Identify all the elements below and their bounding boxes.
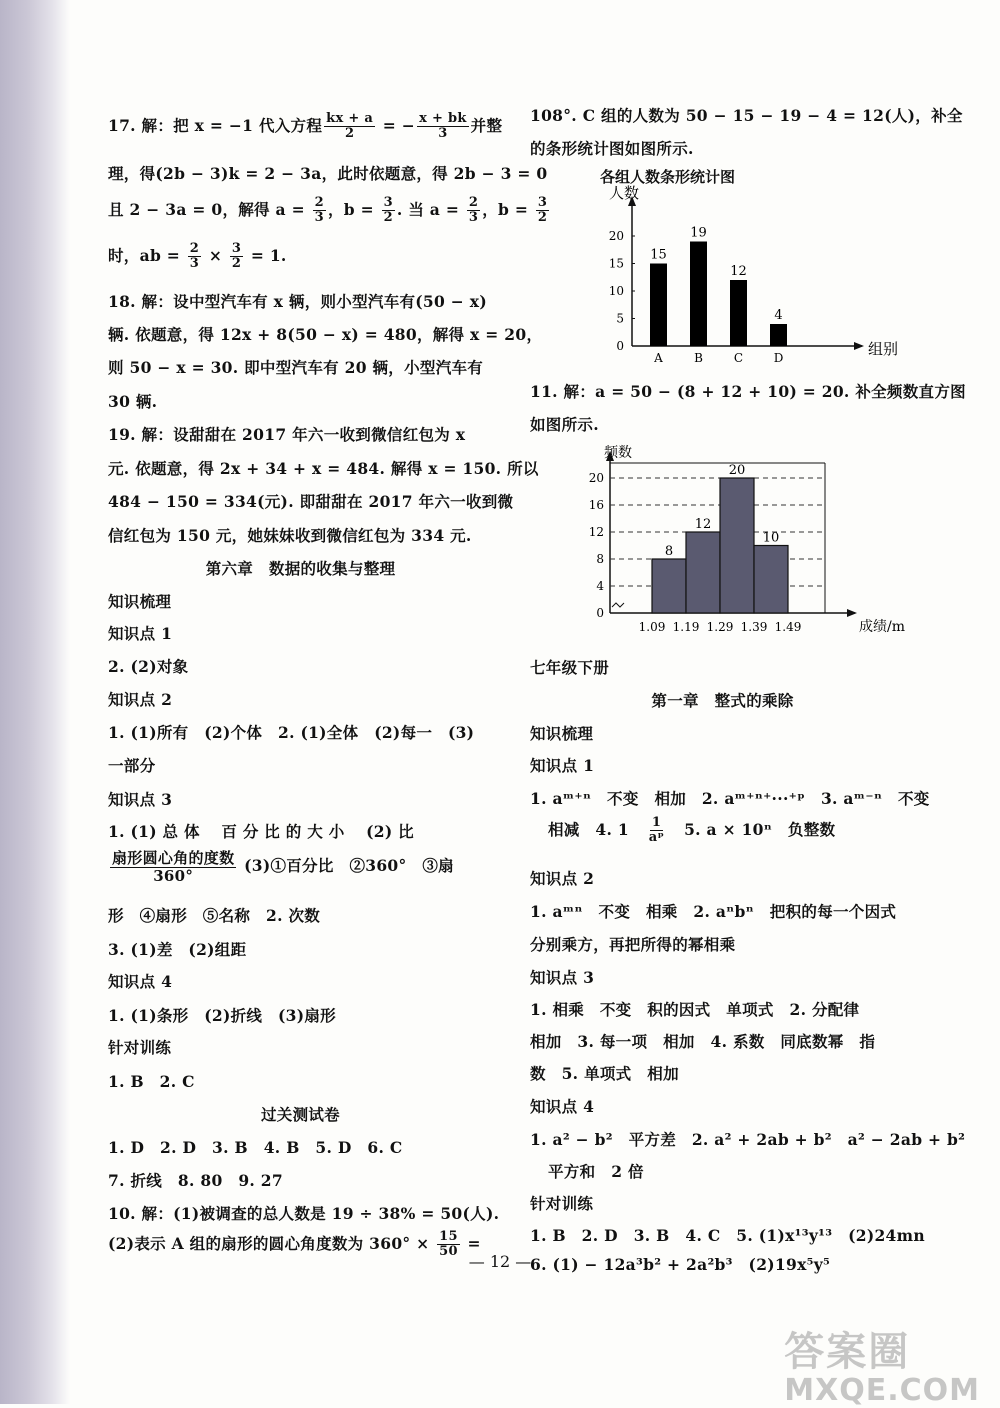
knowledge-point-heading: 知识点 4 xyxy=(108,972,173,991)
answer-line: 7. 折线 8. 80 9. 27 xyxy=(108,1171,283,1190)
x-tick-label: D xyxy=(773,351,784,365)
answer-line: 平方和 2 倍 xyxy=(548,1162,644,1181)
denominator: 3 xyxy=(468,210,479,226)
answer-line: 形 ④扇形 ⑤名称 2. 次数 xyxy=(108,906,321,925)
bar-value-label: 15 xyxy=(650,247,667,263)
knowledge-point-heading: 知识点 4 xyxy=(530,1097,595,1116)
fraction xyxy=(230,242,243,272)
histogram-chart xyxy=(570,445,905,665)
section-heading: 针对训练 xyxy=(530,1194,594,1213)
answer-line: 1. B 2. C xyxy=(108,1072,195,1091)
answer-line: 10. 解：(1)被调查的总人数是 19 ÷ 38% = 50(人). xyxy=(108,1204,500,1223)
q17-line2: 理，得(2b − 3)k = 2 − 3a，此时依题意，得 2b − 3 = 0 xyxy=(108,164,548,183)
answer-line: 1. aᵐ⁺ⁿ 不变 相加 2. aᵐ⁺ⁿ⁺···⁺ᵖ 3. aᵐ⁻ⁿ 不变 xyxy=(530,789,930,808)
bar-value-label: 12 xyxy=(730,264,747,279)
numerator: 2 xyxy=(189,241,200,256)
denominator: 50 xyxy=(439,1244,458,1260)
text: ，b = xyxy=(327,199,380,219)
fraction xyxy=(188,242,201,272)
section-heading: 知识梳理 xyxy=(108,592,172,611)
answer-line: 1. 相乘 不变 积的因式 单项式 2. 分配律 xyxy=(530,1000,860,1019)
text: x = −1 代入方程 xyxy=(194,115,323,135)
text: 时，ab = xyxy=(108,245,186,265)
bar xyxy=(650,264,667,347)
text: = − xyxy=(377,115,416,135)
knowledge-point-heading: 知识点 3 xyxy=(108,790,173,809)
answer-line: 相加 3. 每一项 相加 4. 系数 同底数幂 指 xyxy=(530,1032,876,1051)
denominator: 2 xyxy=(537,210,548,226)
numerator: 扇形圆心角的度数 xyxy=(112,849,235,867)
y-tick-label: 0 xyxy=(596,606,604,620)
text: . 当 a = xyxy=(396,199,465,219)
y-tick-label: 16 xyxy=(588,498,604,512)
x-tick-label: 1.39 xyxy=(740,620,768,634)
bar xyxy=(770,324,787,346)
answer-line: 分别乘方，再把所得的幂相乘 xyxy=(530,935,736,954)
q17-line3 xyxy=(108,196,551,226)
knowledge-point-heading: 知识点 1 xyxy=(530,756,595,775)
q18-line4: 30 辆. xyxy=(108,392,158,411)
bar-value-label: 12 xyxy=(694,517,712,532)
denominator: 2 xyxy=(344,126,355,142)
knowledge-point-heading: 知识点 1 xyxy=(108,624,173,643)
text: 相减 4. 1 xyxy=(548,819,645,839)
answer-line: 1. aᵐⁿ 不变 相乘 2. aⁿbⁿ 把积的每一个因式 xyxy=(530,902,897,921)
fraction xyxy=(324,112,375,142)
chapter6-heading: 第六章 数据的收集与整理 xyxy=(205,559,396,578)
numerator: 2 xyxy=(468,195,479,210)
numerator: x + bk xyxy=(419,111,467,126)
numerator: 3 xyxy=(537,195,548,210)
axis-break-mark xyxy=(612,603,624,607)
answer-line-fraction xyxy=(548,816,835,846)
text: × xyxy=(203,245,228,265)
bar-value-label: 8 xyxy=(664,544,674,559)
text: 17. 解：把 xyxy=(108,115,195,135)
bar-value-label: 4 xyxy=(774,308,783,323)
fraction xyxy=(536,196,549,226)
numerator: 1 xyxy=(651,815,662,830)
fraction xyxy=(467,196,480,226)
knowledge-point-heading: 知识点 2 xyxy=(108,690,173,709)
q18-line1: 18. 解：设中型汽车有 x 辆，则小型汽车有(50 − x) xyxy=(108,292,487,311)
bar-value-label: 10 xyxy=(762,530,780,546)
q11-line2: 如图所示. xyxy=(530,415,599,434)
x-tick-label: 1.49 xyxy=(774,620,802,634)
section-heading: 知识梳理 xyxy=(530,724,594,743)
denominator: 2 xyxy=(383,210,393,226)
y-axis-label: 频数 xyxy=(604,445,632,461)
answer-line-fraction xyxy=(108,850,454,884)
fraction xyxy=(313,196,326,226)
y-tick-label: 10 xyxy=(608,284,624,298)
fraction xyxy=(417,112,469,142)
bar xyxy=(690,242,707,347)
bar xyxy=(730,280,747,346)
histogram-bar xyxy=(686,532,720,613)
test-heading: 过关测试卷 xyxy=(260,1105,340,1124)
q18-line2: 辆. 依题意，得 12x + 8(50 − x) = 480，解得 x = 20， xyxy=(108,325,543,344)
bar-value-label: 20 xyxy=(728,463,746,478)
numerator: 2 xyxy=(314,195,324,210)
answer-line: 1. (1)条形 (2)折线 (3)扇形 xyxy=(108,1006,336,1025)
q17-line4 xyxy=(108,242,287,272)
q18-line3: 则 50 − x = 30. 即中型汽车有 20 辆，小型汽车有 xyxy=(108,358,484,377)
text: (3)①百分比 ②360° ③扇 xyxy=(244,856,454,875)
bar-chart xyxy=(590,186,920,386)
knowledge-point-heading: 知识点 3 xyxy=(530,968,595,987)
q10-continued-line2: 的条形统计图如图所示. xyxy=(530,139,694,158)
denominator: 3 xyxy=(438,126,448,142)
fraction xyxy=(110,850,236,884)
answer-line: 数 5. 单项式 相加 xyxy=(530,1064,679,1083)
bar-chart-title: 各组人数条形统计图 xyxy=(600,168,736,186)
denominator: 3 xyxy=(189,256,200,272)
x-tick-label: A xyxy=(654,351,663,365)
numerator: kx + a xyxy=(326,111,374,126)
knowledge-point-heading: 知识点 2 xyxy=(530,869,595,888)
q17-line1 xyxy=(108,112,502,142)
watermark-url: MXQE.COM xyxy=(784,1373,980,1408)
x-tick-label: C xyxy=(733,351,744,365)
watermark-text: 答案圈 xyxy=(784,1329,911,1375)
y-axis-label: 人数 xyxy=(608,184,640,202)
denominator: 360° xyxy=(153,866,194,885)
grade-heading: 七年级下册 xyxy=(530,658,610,677)
denominator: aᵖ xyxy=(648,830,665,846)
text: = 1. xyxy=(245,245,287,265)
text: 并整 xyxy=(470,115,503,135)
y-tick-label: 5 xyxy=(616,311,624,326)
x-axis-arrow xyxy=(847,609,857,617)
y-tick-label: 8 xyxy=(596,552,604,566)
answer-line: 一部分 xyxy=(108,756,156,775)
numerator: 3 xyxy=(383,195,393,210)
x-axis-arrow xyxy=(854,342,864,350)
histogram-bar xyxy=(754,546,788,614)
section-heading: 针对训练 xyxy=(108,1038,172,1057)
numerator: 3 xyxy=(231,241,242,256)
y-tick-label: 20 xyxy=(588,471,604,485)
binding-shadow xyxy=(0,0,70,1404)
answer-line: 1. a² − b² 平方差 2. a² + 2ab + b² a² − 2ab + b² xyxy=(530,1130,966,1149)
text: 且 2 − 3a = 0，解得 a = xyxy=(108,199,311,219)
answer-line: 1. B 2. D 3. B 4. C 5. (1)x¹³y¹³ (2)24mn xyxy=(530,1226,925,1245)
q19-line2: 元. 依题意，得 2x + 34 + x = 484. 解得 x = 150. 所以 xyxy=(108,459,539,478)
x-axis-label: 成绩/m xyxy=(859,619,905,635)
answer-line: 3. (1)差 (2)组距 xyxy=(108,940,247,959)
y-tick-label: 15 xyxy=(608,256,624,271)
answer-line: 1. (1) 总 体 百 分 比 的 大 小 (2) 比 xyxy=(108,822,414,841)
fraction xyxy=(647,816,667,846)
chapter1-heading: 第一章 整式的乘除 xyxy=(651,691,794,710)
numerator: 15 xyxy=(439,1229,458,1244)
bar-value-label: 19 xyxy=(690,225,707,241)
answer-line: 2. (2)对象 xyxy=(108,657,189,676)
fraction xyxy=(382,196,395,226)
histogram-bar xyxy=(720,478,754,613)
q11-line1: 11. 解：a = 50 − (8 + 12 + 10) = 20. 补全频数直方图 xyxy=(530,382,966,401)
y-tick-label: 4 xyxy=(596,579,604,593)
y-tick-label: 20 xyxy=(608,229,624,243)
q19-line1: 19. 解：设甜甜在 2017 年六一收到微信红包为 x xyxy=(108,425,466,444)
answer-line: 6. (1) − 12a³b² + 2a²b³ (2)19x⁵y⁵ xyxy=(530,1255,831,1274)
x-axis-label: 组别 xyxy=(868,340,899,358)
answer-line: 1. D 2. D 3. B 4. B 5. D 6. C xyxy=(108,1138,403,1157)
x-tick-label: B xyxy=(694,351,703,365)
text: 5. a × 10ⁿ 负整数 xyxy=(668,819,836,839)
text: ，b = xyxy=(482,199,534,219)
histogram-bar xyxy=(652,559,686,613)
q19-line3: 484 − 150 = 334(元). 即甜甜在 2017 年六一收到微 xyxy=(108,492,514,511)
page-number: — 12 — xyxy=(468,1252,532,1271)
text: = xyxy=(461,1233,481,1253)
x-tick-label: 1.29 xyxy=(706,620,734,634)
denominator: 2 xyxy=(231,256,242,272)
denominator: 3 xyxy=(314,210,324,226)
q19-line4: 信红包为 150 元，她妹妹收到微信红包为 334 元. xyxy=(108,526,472,545)
watermark-logo xyxy=(784,1320,980,1408)
text: (2)表示 A 组的扇形的圆心角度数为 360° × xyxy=(108,1233,436,1253)
answer-line: 1. (1)所有 (2)个体 2. (1)全体 (2)每一 (3) xyxy=(108,723,475,742)
x-tick-label: 1.09 xyxy=(638,620,666,634)
y-tick-label: 0 xyxy=(616,339,624,353)
x-tick-label: 1.19 xyxy=(672,620,700,634)
y-tick-label: 12 xyxy=(588,525,604,539)
q10-continued-line1: 108°. C 组的人数为 50 − 15 − 19 − 4 = 12(人)，补全 xyxy=(530,106,963,125)
